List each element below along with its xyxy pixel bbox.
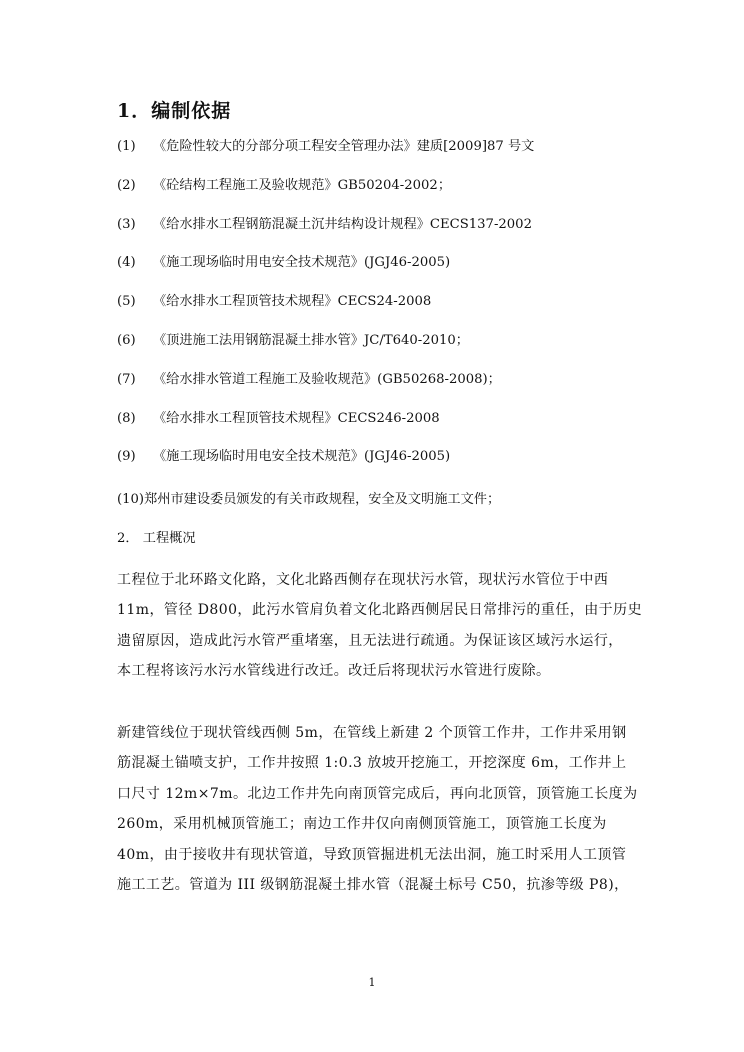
paragraph-line: 筋混凝土锚喷支护，工作井按照 1:0.3 放坡开挖施工，开挖深度 6m，工作井上: [117, 755, 627, 772]
paragraph-line: 施工工艺。管道为 III 级钢筋混凝土排水管（混凝土标号 C50，抗渗等级 P8)，: [117, 877, 629, 894]
reference-item-10: (10)郑州市建设委员颁发的有关市政规程，安全及文明施工文件；: [117, 492, 501, 507]
reference-text: 《顶进施工法用钢筋混凝土排水管》JC/T640-2010；: [153, 332, 469, 348]
paragraph-line: 40m，由于接收井有现状管道，导致顶管掘进机无法出洞，施工时采用人工顶管: [117, 846, 627, 863]
reference-text: 《给水排水管道工程施工及验收规范》(GB50268-2008)；: [153, 371, 501, 387]
paragraph-line: 口尺寸 12m×7m。北边工作井先向南顶管完成后，再向北顶管，顶管施工长度为: [117, 785, 638, 802]
project-overview-paragraph-1: [117, 565, 643, 687]
paragraph-line: 新建管线位于现状管线西侧 5m，在管线上新建 2 个顶管工作井，工作井采用钢: [117, 725, 627, 741]
reference-text: 《危险性较大的分部分项工程安全管理办法》建质[2009]87 号文: [153, 139, 535, 154]
paragraph-line: 260m，采用机械顶管施工；南边工作井仅向南侧顶管施工，顶管施工长度为: [117, 816, 607, 833]
reference-item: [117, 447, 637, 486]
page-number: 1: [368, 976, 376, 989]
reference-number: (3): [117, 216, 136, 232]
reference-text: 《砼结构工程施工及验收规范》GB50204-2002；: [153, 177, 452, 193]
reference-number: (5): [117, 294, 136, 310]
project-overview-paragraph-2: [117, 718, 637, 900]
paragraph-line: 遗留原因，造成此污水管严重堵塞，且无法进行疏通。为保证该区域污水运行，: [117, 632, 623, 649]
reference-item: [117, 176, 637, 215]
reference-number: (6): [117, 332, 136, 348]
section-1-heading: 1．编制依据: [117, 100, 232, 122]
reference-item: [117, 292, 637, 331]
paragraph-line: 本工程将该污水污水管线进行改迁。改迁后将现状污水管进行废除。: [117, 663, 551, 680]
reference-list: [117, 137, 637, 486]
reference-item: [117, 370, 637, 409]
reference-text: 《施工现场临时用电安全技术规范》(JGJ46-2005): [153, 449, 451, 465]
reference-number: (1): [117, 139, 136, 154]
reference-number: (4): [117, 255, 136, 271]
reference-number: (9): [117, 449, 136, 465]
reference-item: [117, 331, 637, 370]
reference-number: (7): [117, 371, 136, 387]
reference-item: [117, 137, 637, 176]
section-2-heading: 2． 工程概况: [117, 531, 196, 546]
reference-text: 《给水排水工程顶管技术规程》CECS24-2008: [153, 294, 432, 310]
reference-text: 《施工现场临时用电安全技术规范》(JGJ46-2005): [153, 255, 451, 271]
reference-number: (2): [117, 177, 136, 193]
paragraph-line: 工程位于北环路文化路，文化北路西侧存在现状污水管，现状污水管位于中西: [117, 572, 609, 588]
reference-text: 《给水排水工程顶管技术规程》CECS246-2008: [153, 410, 440, 426]
reference-item: [117, 409, 637, 448]
paragraph-line: 11m，管径 D800，此污水管肩负着文化北路西侧居民日常排污的重任，由于历史: [117, 602, 643, 619]
reference-number: (8): [117, 410, 136, 426]
reference-item: [117, 253, 637, 292]
reference-text: 《给水排水工程钢筋混凝土沉井结构设计规程》CECS137-2002: [153, 216, 532, 232]
reference-item: [117, 215, 637, 254]
